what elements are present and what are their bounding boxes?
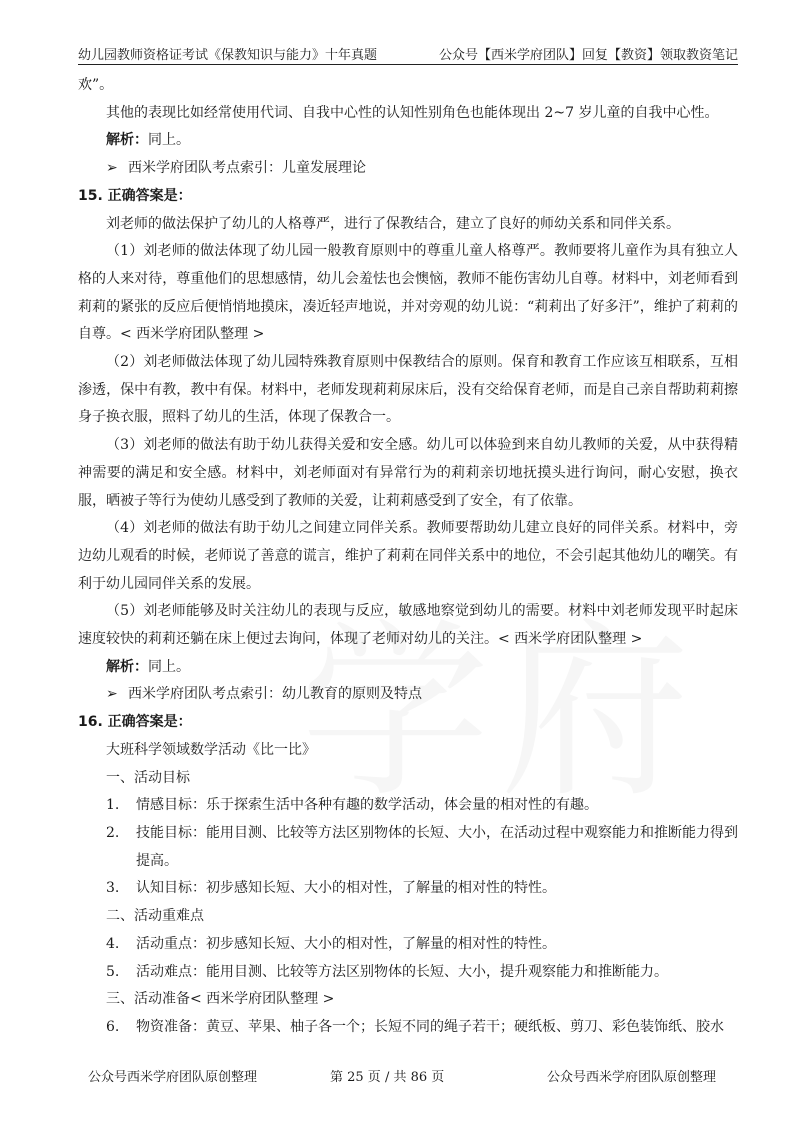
page-footer — [0, 1066, 800, 1086]
list-item-number: 5. — [106, 963, 120, 980]
list-item — [78, 820, 738, 875]
header-promo: 公众号【西米学府团队】回复【教资】领取教资笔记 — [438, 48, 738, 63]
list-item-text: 活动重点：初步感知长短、大小的相对性，了解量的相对性的特性。 — [136, 935, 556, 952]
header-title: 幼儿园教师资格证考试《保教知识与能力》十年真题 — [78, 48, 378, 63]
index-bullet — [78, 681, 738, 709]
paragraph: （5）刘老师能够及时关注幼儿的表现与反应，敏感地察觉到幼儿的需要。材料中刘老师发现平时起床速度较快的莉莉还躺在床上便过去询问，体现了老师对幼儿的关注。< 西米学府团队整理 > — [78, 603, 738, 648]
page-header — [78, 42, 738, 65]
section-heading: 三、活动准备< 西米学府团队整理 > — [106, 991, 335, 1008]
list-item-number: 1. — [106, 797, 120, 814]
list-item-number: 6. — [106, 1018, 120, 1035]
index-bullet-text: 西米学府团队考点索引：儿童发展理论 — [128, 160, 366, 177]
page-content — [78, 72, 738, 1042]
list-item-number: 4. — [106, 935, 120, 952]
paragraph: （2）刘老师做法体现了幼儿园特殊教育原则中保教结合的原则。保育和教育工作应该互相联系，互相渗透，保中有教，教中有保。材料中，老师发现莉莉尿床后，没有交给保育老师，而是自己亲自帮助莉莉擦身子换衣服，照料了幼儿的生活，体现了保教合一。 — [78, 354, 738, 426]
analysis-line — [78, 127, 738, 155]
section-heading: 一、活动目标 — [106, 769, 190, 786]
analysis-label: 解析： — [106, 658, 148, 675]
analysis-label: 解析： — [106, 132, 148, 149]
list-item-text: 技能目标：能用目测、比较等方法区别物体的长短、大小，在活动过程中观察能力和推断能力得到提高。 — [136, 824, 738, 869]
analysis-line — [78, 654, 738, 682]
footer-right: 公众号西米学府团队原创整理 — [546, 1070, 716, 1085]
paragraph: （1）刘老师的做法体现了幼儿园一般教育原则中的尊重儿童人格尊严。教师要将儿童作为具有独立人格的人来对待，尊重他们的思想感情，幼儿会羞怯也会懊恼，教师不能伤害幼儿自尊。材料中，刘老师看到莉莉的紧张的反应后便悄悄地摸床，凑近轻声地说，并对旁观的幼儿说：“莉莉出了好多汗”，维护了莉莉的自尊。< 西米学府团队整理 > — [78, 243, 738, 343]
paragraph: （3）刘老师的做法有助于幼儿获得关爱和安全感。幼儿可以体验到来自幼儿教师的关爱，从中获得精神需要的满足和安全感。材料中，刘老师面对有异常行为的莉莉亲切地抚摸头进行询问，耐心安慰，换衣服，晒被子等行为使幼儿感受到了教师的关爱，让莉莉感受到了安全，有了依靠。 — [78, 437, 738, 509]
list-item-text: 活动难点：能用目测、比较等方法区别物体的长短、大小，提升观察能力和推断能力。 — [136, 963, 668, 980]
list-item-text: 认知目标：初步感知长短、大小的相对性，了解量的相对性的特性。 — [136, 880, 556, 897]
arrow-bullet-icon: ➢ — [106, 686, 118, 703]
paragraph: 刘老师的做法保护了幼儿的人格尊严，进行了保教结合，建立了良好的师幼关系和同伴关系。 — [106, 215, 680, 232]
question-15-heading: 15. 正确答案是： — [78, 187, 192, 204]
list-item-number: 3. — [106, 880, 120, 897]
list-item-number: 2. — [106, 824, 120, 841]
index-bullet-text: 西米学府团队考点索引：幼儿教育的原则及特点 — [128, 686, 422, 703]
list-item — [78, 875, 738, 903]
arrow-bullet-icon: ➢ — [106, 160, 118, 177]
paragraph: 其他的表现比如经常使用代词、自我中心性的认知性别角色也能体现出 2~7 岁儿童的自我中心性。 — [106, 104, 719, 121]
page-number: 第 25 页 / 共 86 页 — [330, 1070, 445, 1085]
list-item-text: 情感目标：乐于探索生活中各种有趣的数学活动，体会量的相对性的有趣。 — [136, 797, 598, 814]
footer-left: 公众号西米学府团队原创整理 — [88, 1070, 258, 1085]
index-bullet — [78, 155, 738, 183]
continued-line: 欢”。 — [78, 77, 114, 93]
analysis-text: 同上。 — [148, 132, 190, 149]
section-heading: 二、活动重难点 — [106, 908, 204, 925]
analysis-text: 同上。 — [148, 658, 190, 675]
list-item — [78, 959, 738, 987]
list-item — [78, 1014, 738, 1042]
list-item — [78, 931, 738, 959]
activity-title: 大班科学领域数学活动《比一比》 — [106, 741, 316, 758]
paragraph: （4）刘老师的做法有助于幼儿之间建立同伴关系。教师要帮助幼儿建立良好的同伴关系。材料中，旁边幼儿观看的时候，老师说了善意的谎言，维护了莉莉在同伴关系中的地位，不会引起其他幼儿的嘲笑。有利于幼儿园同伴关系的发展。 — [78, 520, 738, 592]
question-16-heading: 16. 正确答案是： — [78, 714, 192, 731]
list-item-text: 物资准备：黄豆、苹果、柚子各一个；长短不同的绳子若干；硬纸板、剪刀、彩色装饰纸、胶水 — [136, 1018, 724, 1035]
list-item — [78, 792, 738, 820]
